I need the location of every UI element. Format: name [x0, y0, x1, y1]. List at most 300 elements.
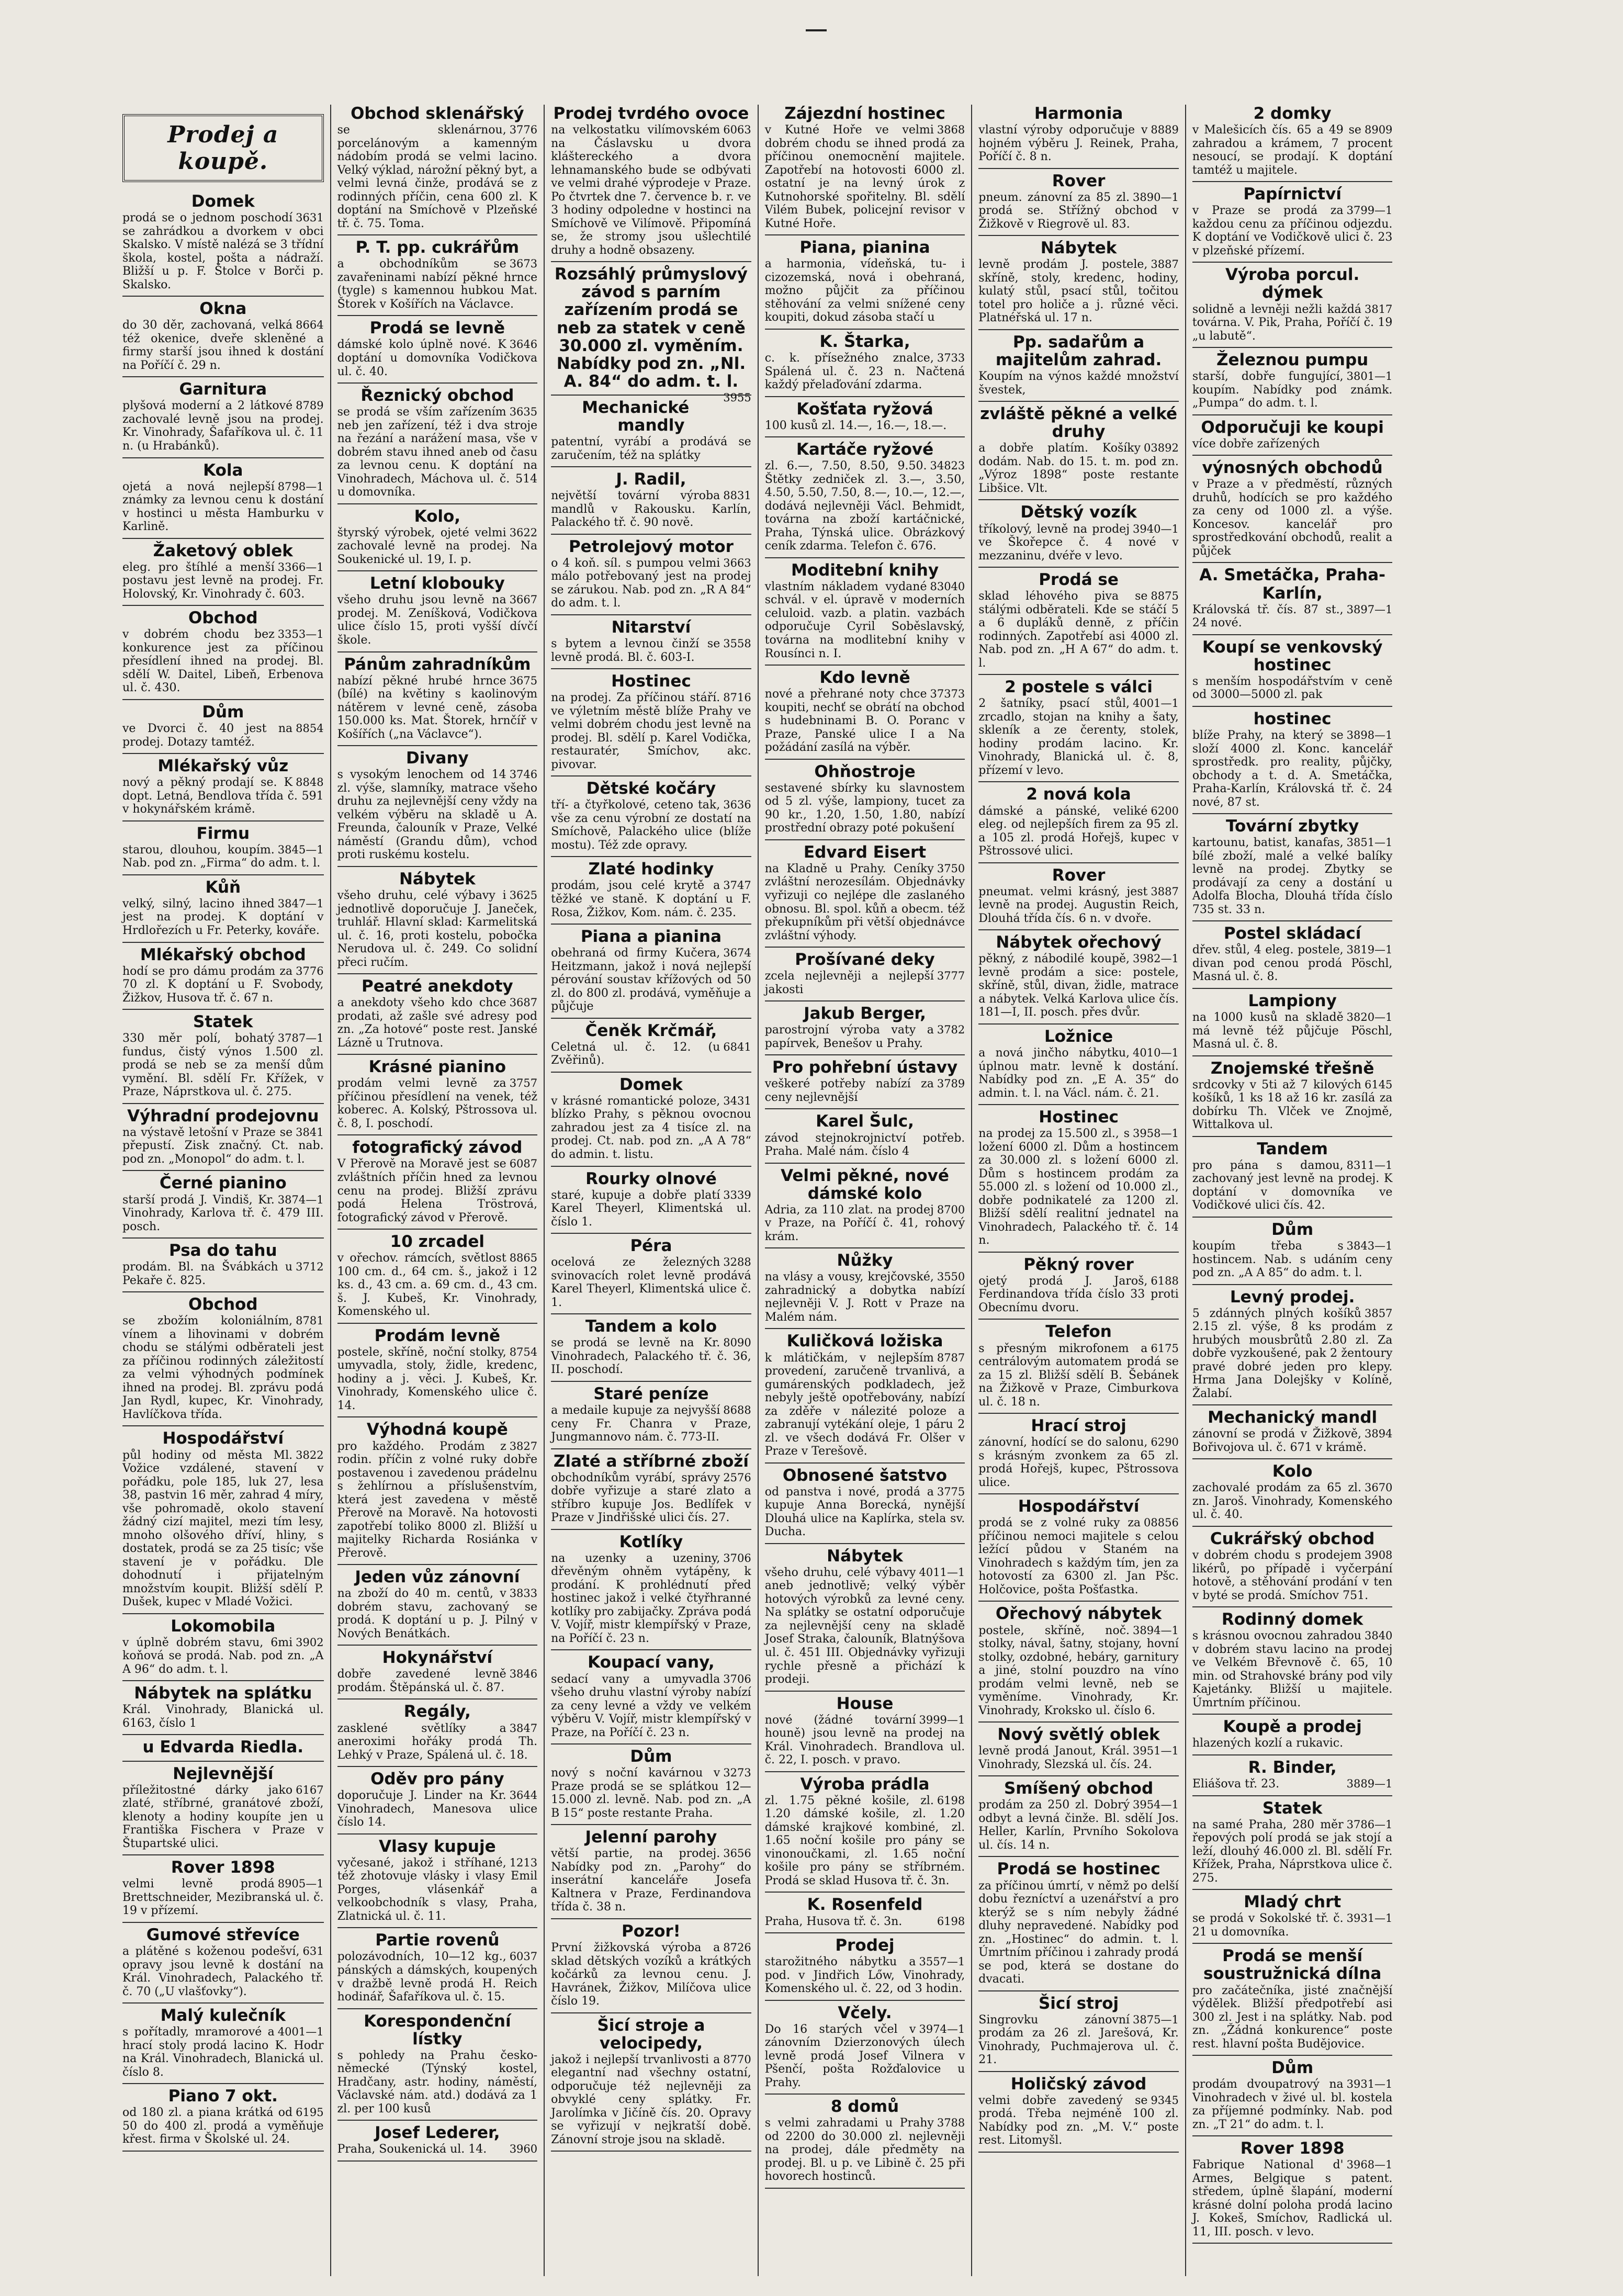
ad-body: ojetý prodá J. Jaroš, Ferdinandova třída číslo 33 proti Obecnímu dvoru. [978, 1274, 1179, 1314]
ad-text [765, 862, 965, 942]
ad-title: Nábytek [827, 1546, 903, 1566]
ad-title: Kolo [1272, 1462, 1313, 1481]
column-5 [971, 105, 1185, 2276]
ad-title: Kůň [205, 877, 241, 897]
ad-code: 3799—1 [1346, 204, 1393, 217]
ad-title: Hokynářství [382, 1648, 493, 1668]
ad-code: 3787—1 [277, 1032, 324, 1045]
ad-divider [978, 401, 1179, 402]
ad-divider [551, 1381, 751, 1382]
ad-title: Kola [203, 460, 243, 480]
classified-ad [978, 333, 1179, 397]
classified-ad [122, 2007, 324, 2079]
ad-title: Nábytek [1040, 239, 1117, 258]
classified-ad [337, 1327, 538, 1413]
ad-text [337, 1722, 538, 1762]
classified-ad [765, 1467, 965, 1539]
ad-text [122, 1784, 324, 1851]
ad-divider [765, 1462, 965, 1464]
ad-text [122, 399, 324, 453]
ad-body: blíže Prahy, na který se složí 4000 zl. Konc. kancelář sprostředk. pro reality, půjčky, obchody a t. d. A. Smetáčka, Praha-Karlín, Královská tř. č. 24 nové, 87 st. [1192, 729, 1393, 809]
ad-title: Rodinný domek [1221, 1610, 1363, 1629]
ad-text [551, 1552, 751, 1646]
ad-code: 3931—1 [1346, 1912, 1393, 1925]
ad-divider [551, 668, 751, 669]
ad-text [122, 1877, 324, 1918]
ad-body: Singrovku zánovní prodám za 26 zl. Jarešová, Kr. Vinohrady, Puchmajerova ul. č. 21. [978, 2013, 1179, 2067]
ad-body: největší tovární výroba mandlů v Rakousku. Karlín, Palackého tř. č. 90 nově. [551, 489, 751, 530]
ad-divider [122, 874, 324, 875]
ad-text [551, 947, 751, 1014]
ad-body: v dobrém chodu s prodejem likérů, po případě i vyčerpání hotově, a stěhování prodání v ten v byté se prodá. Smíchov 751. [1192, 1549, 1393, 1602]
ad-title: Psa do tahu [169, 1241, 277, 1260]
ad-text [551, 1256, 751, 1309]
ad-divider [337, 1927, 538, 1928]
ad-divider [122, 2002, 324, 2004]
ad-divider [978, 329, 1179, 330]
classified-ad [765, 105, 965, 230]
ad-body: s pohledy na Prahu česko-německé (Týnský kostel, Hradčany, astr. hodiny, náměstí, Václavské nám. atd.) dodává za 1 zl. per 100 kusů [337, 2049, 538, 2115]
ad-code: 3841 [296, 1126, 324, 1139]
ad-text [765, 1566, 965, 1686]
ad-body: a obchodníkům se zavařeninami nabízí pěkné hrnce (tygle) s kamennou hubkou Mat. Štorek v Košířích na Václavce. [337, 257, 538, 311]
ad-code: 6145 [1364, 1078, 1393, 1091]
ad-body: dámské kolo úplně nové. K doptání u domovníka Vodičkova ul. č. 40. [337, 338, 538, 378]
ad-text [551, 1471, 751, 1525]
ad-divider [122, 753, 324, 754]
ad-title: Mladý chrt [1244, 1893, 1342, 1912]
ad-title: Kotlíky [619, 1532, 683, 1551]
ad-code: 1213 [509, 1856, 538, 1869]
ad-code: 3750 [937, 862, 965, 875]
ad-divider [551, 395, 751, 396]
classified-ad [978, 1256, 1179, 1315]
classified-ad [765, 239, 965, 324]
ad-title: Prošívané deky [795, 950, 935, 970]
classified-ad [551, 1922, 751, 2008]
ad-title: Peatré anekdoty [361, 977, 513, 996]
ad-body: zl. 1.75 pěkné košile, zl. 1.20 dámské košile, zl. 1.20 dámské krajkové kombiné, zl. 1.65 noční košile pro pány se vinonoučkami, zl. 1.65 noční košile pro pány se stříbrném. Prodá se sklad Husova tř. č. 3n. [764, 1794, 965, 1887]
classified-ad [978, 678, 1179, 777]
ad-body: V Přerově na Moravě jest se zvláštních příčin hned za levnou cenu na prodej. Bližší zprávu podá Helena Tröstrová, fotografický závod v Přerově. [337, 1157, 538, 1224]
ad-divider [551, 614, 751, 615]
ad-body: zcela nejlevněji a nejlepší jakosti [764, 970, 934, 996]
classified-ad [122, 1926, 324, 1998]
section-title: Prodej a koupě. [122, 114, 324, 182]
ad-code: 3822 [296, 1448, 324, 1461]
classified-ad [978, 1860, 1179, 1986]
ad-text [765, 2117, 965, 2184]
ad-code: 3846 [509, 1668, 538, 1681]
ad-text [1192, 1777, 1393, 1791]
classified-ad [122, 542, 324, 601]
ad-text [978, 697, 1179, 777]
ad-divider [122, 376, 324, 377]
ad-body: na velkostatku vilímovském na Čáslavsku u dvora kláštereckého a dvora lehnamanského bude se odbývati ve velmi drahé výprodeje v Praze. Po čtvrtek dne 7. července b. r. ve 3 hodiny odpoledne v hostinci na Smíchově ve Vilímově. Připomíná se, že stromy jsou ušlechtilé druhy a hodně obsazeny. [551, 123, 751, 257]
ad-title: Nový světlý oblek [997, 1725, 1160, 1744]
ad-text [1192, 1240, 1393, 1280]
ad-divider [122, 605, 324, 606]
ad-code: 3897—1 [1346, 603, 1393, 616]
ad-text [1192, 1307, 1393, 1401]
classified-ad [978, 933, 1179, 1019]
ad-text [122, 1260, 324, 1287]
ad-code: 3558 [723, 637, 751, 650]
ad-divider [122, 1613, 324, 1614]
ad-title: Šicí stroj [1038, 1994, 1119, 2013]
ad-divider [551, 1018, 751, 1019]
ad-text [551, 2053, 751, 2147]
ad-title: Okna [199, 299, 247, 319]
classified-ad [765, 1775, 965, 1888]
ad-title: Regály, [403, 1702, 471, 1721]
ad-code: 3868 [937, 123, 965, 137]
classified-ad [337, 575, 538, 647]
ad-text [1192, 1629, 1393, 1709]
ad-code: 3817 [1364, 302, 1393, 316]
ad-code: 3670 [1364, 1481, 1393, 1494]
ad-title: Pro pohřební ústavy [772, 1058, 958, 1077]
ad-divider [1192, 1055, 1393, 1056]
classified-ad [337, 239, 538, 311]
ad-divider [978, 567, 1179, 568]
classified-ad [765, 1252, 965, 1324]
ad-divider [122, 1734, 324, 1735]
classified-ad [1192, 2059, 1393, 2131]
ad-divider [765, 1054, 965, 1055]
ad-divider [337, 1323, 538, 1324]
ad-body: velmi levně prodá Brettschneider, Mezibranská ul. č. 19 v přízemí. [122, 1877, 324, 1918]
ad-title: Holičský závod [1010, 2074, 1147, 2094]
classified-ad [1192, 1893, 1393, 1939]
ad-divider [765, 1247, 965, 1248]
ad-body: sedací vany a umyvadla všeho druhu vlastní výroby nabízí za ceny levné a vždy ve velkém výběru V. Vojíř, mistr klempířský v Praze, na Poříčí č. 23 n. [551, 1672, 751, 1739]
ad-body: prodám za 250 zl. Dobrý odbyt a levná činže. Bl. sdělí Jos. Heller, Karlín, Prvního Sokolova ul. čís. 14 n. [978, 1798, 1179, 1852]
ad-text [122, 1945, 324, 1998]
ad-divider [122, 1291, 324, 1292]
ad-body: polozávodních, 10—12 kg., pánských a dámských, koupených v dražbě levně prodá H. Reich hodinář, Šafaříkova ul. č. 15. [337, 1950, 538, 2004]
ad-text [765, 1955, 965, 1996]
ad-body: nový a pěkný prodají se. K dopt. Letná, Bendlova třída č. 591 v hokynářském krámě. [122, 776, 324, 816]
ad-title: Papírnictví [1243, 185, 1342, 204]
ad-title: P. T. pp. cukrářům [355, 238, 520, 257]
ad-title: Prodá se [1039, 570, 1119, 590]
ad-text [337, 889, 538, 969]
ad-text [337, 1346, 538, 1413]
ad-divider [765, 1892, 965, 1893]
ad-text [1192, 2158, 1393, 2238]
ad-body: Praha, Husova tř. č. 3n. [764, 1915, 903, 1928]
ad-title: Včely. [838, 2003, 892, 2022]
ad-divider [1192, 414, 1393, 415]
ad-divider [551, 1824, 751, 1825]
classified-ad [765, 400, 965, 433]
ad-text [978, 123, 1179, 164]
ad-divider [1192, 455, 1393, 456]
ad-body: Fabrique National d' Armes, Belgique s patent. středem, úplně šlapání, moderní krásné dolní poloha prodá lacino J. Kokeš, Smíchov, Radlická ul. 11, III. posch. v levo. [1192, 2158, 1393, 2238]
ad-code: 3366—1 [277, 560, 324, 573]
ad-code: 3775 [937, 1485, 965, 1498]
ad-code: 3674 [723, 947, 751, 960]
ad-code: 8854 [296, 722, 324, 735]
ad-code: 3273 [723, 1766, 751, 1780]
ad-divider [122, 1922, 324, 1923]
classified-ad [978, 405, 1179, 495]
ad-divider [978, 1023, 1179, 1025]
classified-ad [122, 825, 324, 870]
ad-title: Rover [1052, 171, 1106, 190]
ad-code: 3782 [937, 1023, 965, 1037]
ad-divider [765, 1543, 965, 1544]
ad-text [978, 590, 1179, 670]
ad-divider [551, 1313, 751, 1314]
ad-code: 3898—1 [1346, 729, 1393, 742]
ad-title: Výroba prádla [800, 1774, 930, 1794]
ad-divider [978, 674, 1179, 675]
ad-text [337, 1789, 538, 1829]
classified-ad [122, 1859, 324, 1918]
column-4 [758, 105, 972, 2276]
ad-divider [765, 2094, 965, 2095]
ad-body: Eliášova tř. 23. [1192, 1777, 1280, 1791]
ad-text [122, 1314, 324, 1421]
ad-body: První žižkovská výroba a sklad dětských vozíků a krátkých kočárků za levnou cenu. J. Havránek, Žižkov, Milíčova ulice číslo 19. [551, 1941, 751, 2008]
ad-body: v úplně dobrém stavu, 6mi koňová se prodá. Nab. pod zn. „A A 96“ do adm. t. l. [122, 1636, 324, 1676]
ad-title: 2 domky [1253, 105, 1332, 123]
ad-text [122, 1449, 324, 1609]
ad-code: 3656 [723, 1847, 751, 1860]
ad-divider [337, 2120, 538, 2121]
classified-ad [551, 1318, 751, 1377]
ad-title: Prodej [835, 1936, 895, 1955]
classified-ad [551, 928, 751, 1014]
ad-text [551, 489, 751, 530]
ad-code: 3746 [509, 768, 538, 781]
ad-title: Petrolejový motor [568, 537, 734, 556]
classified-ad [765, 561, 965, 660]
ad-text [1192, 1481, 1393, 1522]
ad-text [1192, 836, 1393, 916]
ad-code: 4011—1 [919, 1566, 965, 1579]
ad-title: Kdo levně [819, 668, 910, 688]
ad-text [978, 805, 1179, 858]
ad-body: k mlátičkám, v nejlepším provedení, zaručeně trvanlivá, a gumárenských podkladech, jež nebyly ještě opotřebovány, nabízí za zděře v nálezité poloze a zabranují vytékání oleje, 1 páru 2 zl. ve všech dodává Fr. Olšer v Praze v Terešově. [764, 1351, 965, 1458]
ad-title: House [836, 1694, 894, 1713]
ad-body: s přesným mikrofonem a centrálovým automatem prodá se za 15 zl. Bližší sdělí B. Šebánek na Žižkově v Praze, Cimburkova ul. č. 18 n. [978, 1342, 1179, 1409]
ad-title: Mlékařský vůz [157, 757, 289, 776]
ad-title: Edvard Eisert [803, 842, 927, 862]
ad-code: 8716 [723, 691, 751, 704]
ad-text [1192, 675, 1393, 702]
ad-body: na zboží do 40 m. centů, v dobrém stavu, zachovaný se prodá. K doptání u p. J. Pilný v Nových Benátkách. [337, 1587, 538, 1640]
ad-divider [765, 234, 965, 235]
ad-divider [1192, 1458, 1393, 1459]
ad-divider [1192, 1217, 1393, 1218]
ad-title: Telefon [1045, 1322, 1112, 1342]
ad-divider [337, 1833, 538, 1834]
ad-text [765, 352, 965, 392]
ad-text [1192, 729, 1393, 809]
ad-body: od panstva i nové, prodá a kupuje Anna Borecká, nynější Dlouhá ulice na Kaplírka, stela sv. Ducha. [764, 1485, 965, 1539]
ad-divider [122, 942, 324, 943]
ad-title: Mechanické mandly [582, 398, 690, 435]
ad-title: Nejlevnější [173, 1764, 274, 1783]
ad-text [1192, 1912, 1393, 1939]
ad-body: vlastní výroby odporučuje v hojném výběru J. Reinek, Praha, Poříčí č. 8 n. [978, 123, 1179, 164]
ad-divider [337, 1054, 538, 1055]
ad-code: 3847 [509, 1721, 538, 1735]
ad-text [978, 1624, 1179, 1718]
ad-text [765, 1023, 965, 1050]
ad-title: Letní klobouky [369, 574, 505, 593]
ad-title: Zájezdní hostinec [784, 105, 945, 123]
classified-ad [765, 951, 965, 996]
classified-ad [978, 1108, 1179, 1247]
ad-code: 8770 [723, 2053, 751, 2066]
ad-title: hostinec [1253, 709, 1332, 728]
ad-divider [978, 1775, 1179, 1776]
ad-body: a dobře platím. Košíky dodám. Nab. do 15. t. m. pod zn. „Výroz 1898“ poste restante Libšice. Vlt. [978, 442, 1179, 495]
ad-body: levně prodám J. postele, skříně, stoly, kredenc, hodiny, kulatý stůl, psací stůl, točitou totel pro holiče a j. různé věci. Platnéřská ul. 17 n. [978, 258, 1179, 325]
ad-title: Nábytek ořechový [996, 933, 1162, 952]
ad-code: 3353—1 [277, 628, 324, 641]
ad-title: u Edvarda Riedla. [142, 1738, 304, 1757]
ad-divider [978, 2152, 1179, 2153]
page-mark [806, 16, 827, 31]
classified-ad [1192, 638, 1393, 702]
classified-ad [765, 1547, 965, 1686]
ad-body: veškeré potřeby nabízí za ceny nejlevnější [764, 1077, 934, 1104]
classified-ad [978, 1417, 1179, 1489]
ad-text [978, 1798, 1179, 1852]
ad-title: Cukrářský obchod [1210, 1529, 1375, 1548]
ad-body: nabízí pěkné hrubé hrnce (bílé) na květiny s kaolinovým nátěrem v levné ceně, zásoba 150.000 ks. Mat. Štorek, hrnčíř v Košířích („na Václavce“). [337, 674, 538, 741]
classified-ad [978, 1995, 1179, 2067]
ad-code: 3999—1 [919, 1713, 965, 1726]
ad-text [122, 843, 324, 870]
ad-divider [122, 820, 324, 821]
ad-text [337, 593, 538, 647]
ad-body: s pořítadly, mramorové a hrací stoly prodá lacino K. Hodr na Král. Vinohradech, Blanická ul. číslo 8. [122, 2025, 324, 2079]
classified-ad [122, 1430, 324, 1608]
ad-text [551, 1847, 751, 1914]
classified-ad [765, 1896, 965, 1928]
classified-ad [765, 1937, 965, 1996]
ad-title: Výroba porcul. dýmek [1225, 265, 1360, 302]
ad-body: Do 16 starých včel v zánovním Dzierzonových úlech levně prodá Josef Vilnera v Pšenčí, pošta Rožďalovice u Prahy. [764, 2022, 965, 2089]
ad-divider [337, 1698, 538, 1700]
ad-text [1192, 370, 1393, 410]
ad-title: 8 domů [830, 2097, 899, 2117]
ad-body: dřev. stůl, 4 eleg. postele, divan pod cenou prodá Pöschl, Masná ul. č. 8. [1192, 943, 1393, 984]
ad-title: Železnou pumpu [1216, 351, 1369, 370]
ad-text [1192, 204, 1393, 257]
ad-body: 330 měr polí, bohatý fundus, čistý výnos 1.500 zl. prodá se neb se za menší dům vymění. Bl. sdělí Fr. Křížek, v Praze, Náprstkova ul. č. 275. [122, 1032, 324, 1099]
ad-title: Hrací stroj [1031, 1416, 1126, 1436]
ad-divider [978, 2071, 1179, 2072]
ad-text [978, 523, 1179, 563]
ad-text [978, 1127, 1179, 1247]
ad-divider [765, 396, 965, 397]
ad-divider [1192, 181, 1393, 182]
ad-code: 3857 [1364, 1307, 1393, 1320]
ad-code: 3840 [1364, 1629, 1393, 1642]
ad-divider [1192, 1754, 1393, 1755]
ad-text [765, 257, 965, 324]
ad-title: Rourky olnové [585, 1169, 717, 1188]
ad-title: Piano 7 okt. [168, 2087, 278, 2106]
ad-text [978, 1436, 1179, 1489]
ad-body: pneumat. velmi krásný, jest levně na prodej. Augustin Reich, Dlouhá třída čís. 6 n. v dvoře. [978, 885, 1179, 925]
classified-ad [1192, 566, 1393, 629]
ad-text [765, 1794, 965, 1888]
classified-ad [337, 508, 538, 567]
ad-divider [1192, 920, 1393, 921]
classified-ad [551, 399, 751, 462]
ad-title: Rover 1898 [171, 1858, 275, 1877]
ad-body: se prodá se vším zařízením neb jen zařízení, též i dva stroje na řezání a narážení masa, vše v dobrém stavu ihned aneb od času za levnou cenu. K doptání na Vinohradech, Máchova ul. č. 514 u domovníka. [337, 406, 538, 499]
classified-ad [337, 1931, 538, 2004]
ad-code: 3894 [1364, 1427, 1393, 1440]
classified-ad [337, 1649, 538, 1694]
ad-divider [337, 2160, 538, 2162]
ad-title: 10 zrcadel [390, 1232, 485, 1252]
ad-divider [337, 745, 538, 746]
ad-divider [122, 1170, 324, 1171]
ad-title: Řeznický obchod [360, 386, 514, 406]
ad-title: Zlaté a stříbrné zboží [553, 1451, 749, 1471]
ad-title: Zlaté hodinky [588, 860, 714, 879]
ad-code: 3631 [296, 211, 324, 224]
ad-body: o 4 koň. síl. s pumpou velmi málo potřebovaný jest na prodej se zárukou. Nab. pod zn. „R A 84“ do adm. t. l. [551, 556, 751, 610]
ad-title: Pěkný rover [1023, 1255, 1134, 1274]
classified-ad [551, 105, 751, 257]
ad-code: 03892 [1144, 442, 1179, 455]
ad-text [122, 1703, 324, 1730]
ad-text [337, 526, 538, 567]
ad-title: Dětský vozík [1020, 503, 1137, 522]
ad-title: Prodám levně [374, 1326, 501, 1345]
ad-title: Moditební knihy [791, 560, 939, 580]
ad-text [1192, 1549, 1393, 1602]
ad-text [765, 1077, 965, 1104]
ad-divider [551, 1529, 751, 1530]
ad-body: pro každého. Prodám z rodin. příčin z volné ruky dobře postavenou i zavedenou prádelnu s žehlírnou a příslušenstvím, která jest zavedena v městě Přerově na Moravě. Na hotovosti zapotřebí toliko 8000 zl. Bližší u majitelky Richarda Rosiánka v Přerově. [337, 1439, 538, 1560]
ad-code: 3845—1 [277, 843, 324, 856]
ad-title: Piana, pianina [799, 238, 930, 257]
ad-code: 3706 [723, 1551, 751, 1565]
ad-body: prodám. Bl. na Švábkách u Pekaře č. 825. [122, 1260, 293, 1287]
ad-body: a medaile kupuje za nejvyšší ceny Fr. Chanra v Praze, Jungmannovo nám. č. 773-II. [551, 1404, 751, 1444]
classified-ad [337, 387, 538, 499]
ad-title: Hostinec [611, 672, 691, 691]
ad-code: 3557—1 [919, 1955, 965, 1968]
ad-body: nové (žádné tovární houně) jsou levně na prodej na Král. Vinohradech. Brandlova ul. č. 22, I. posch. v pravo. [764, 1713, 965, 1767]
ad-body: plyšová moderní a 2 látkové zachovalé levně jsou na prodej. Kr. Vinohrady, Šafaříkova ul. č. 11 n. (u Hrabánků). [122, 399, 324, 453]
ad-title: Obnosené šatstvo [782, 1466, 948, 1485]
ad-body: kartounu, batist, kanafas, bílé zboží, malé a velké balíky levně na prodej. Zbytky se prodávají za ceny a dostání u Adolfa Blocha, Dlouhá třída číslo 735 st. 33 n. [1192, 836, 1393, 916]
ad-code: 3339 [723, 1188, 751, 1201]
ad-body: a harmonia, vídeňská, tu- i cizozemská, nová i obehraná, možno půjčit za příčinou stěhování za velmi snížené ceny koupiti, dokud zásoba stačí u [764, 257, 965, 324]
ad-text [1192, 603, 1393, 630]
ad-code: 8831 [723, 489, 751, 502]
ad-title: Tandem a kolo [585, 1317, 717, 1336]
ad-text [1192, 303, 1393, 343]
classified-ad [765, 1059, 965, 1104]
ad-title: výnosných obchodů [1202, 458, 1383, 478]
ad-text [978, 2013, 1179, 2067]
ad-code: 3887 [1151, 258, 1179, 271]
